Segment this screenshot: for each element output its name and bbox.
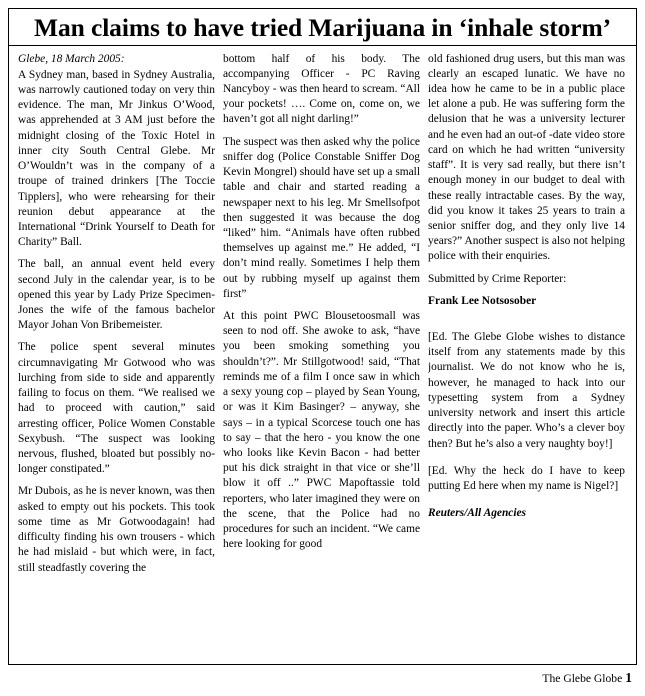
- page-number: 1: [625, 670, 632, 685]
- publication-name: The Glebe Globe: [542, 672, 623, 685]
- paragraph: At this point PWC Blousetoosmall was seen to nod off. She awoke to ask, “have you been smoking something you shouldn’t?”. Mr Stillgotwood! said, “That reminds me of a film I once saw in which a sexy young cop – played by Sean Young, or was it Kim Basinger? – anyway, she says – in a typical Scorcese touch one has to say – that the hero - you know the one who looks like Kevin Bacon - had better put his dick straight in that vice or she’ll blow it off ..” PWC Mapoftassie told reporters, who later imagined they were on the scene, that the Police had no procedures for such an incident. “We came here looking for good: [223, 310, 420, 551]
- page-footer: [8, 670, 637, 687]
- editor-note-one: [Ed. The Glebe Globe wishes to distance itself from any statements made by this journalist. We do not know who he is, however, he managed to hack into our typesetting system from a Sydney university network and insert this article directly into the paper. Who’s a clever boy then? But he’s also a very naughty boy!]: [428, 331, 625, 450]
- submitted-by-line: Submitted by Crime Reporter:: [428, 272, 567, 285]
- paragraph: The suspect was then asked why the police sniffer dog (Police Constable Sniffer Dog Kevin Mongrel) should have set up a small table and chair and started reading a newspaper next to his leg. Mr Smellsofpot then suggested it was because the dog “liked” him. “Animals have often rubbed themselves up against me.” He added, “I don’t mind really. Sometimes I help them out by rubbing myself up against them first”: [223, 135, 420, 300]
- paragraph: A Sydney man, based in Sydney Australia, was narrowly cautioned today on very thin evidence. The man, Mr Jinkus O’Wood, was apprehended at 3 AM just before the midnight closing of the Toxic Hotel in inner city South Central Glebe. Mr O’Wouldn’t was in the company of a troupe of trained drinkers [The Toccie Tipplers], who were rehearsing for their reunion debut appearance at the International “Drink Yourself to Death for Charity” Ball.: [18, 68, 215, 249]
- paragraph: bottom half of his body. The accompanying Officer - PC Raving Nancyboy - was then heard to scream. “All your pockets! …. Come on, come on, we haven’t got all night darling!”: [223, 52, 420, 126]
- editor-note-two: [Ed. Why the heck do I have to keep putting Ed here when my name is Nigel?]: [428, 464, 625, 492]
- column-spacer: [428, 316, 625, 330]
- paragraph: The ball, an annual event held every second July in the calendar year, is to be opened this year by Lady Prize Specimen-Jones the wife of the famous bachelor Mayor Johan Von Bribemeister.: [18, 258, 215, 332]
- paragraph: The police spent several minutes circumnavigating Mr Gotwood who was lurching from side to side and apparently failing to focus on them. “We realised we had to proceed with caution,” said arresting officer, Police Women Constable Sexybush. “The suspect was looking nervous, flushed, bloated but possibly no-longer constipated.”: [18, 341, 215, 476]
- reporter-byline: Frank Lee Notsosober: [428, 294, 537, 307]
- column-two: [223, 52, 420, 656]
- column-one: [18, 52, 215, 656]
- agency-credit: Reuters/All Agencies: [428, 507, 526, 520]
- page-title: Man claims to have tried Marijuana in ‘inhale storm’: [34, 13, 611, 42]
- paragraph: Mr Dubois, as he is never known, was then asked to empty out his pockets. This took some time as Mr Gotwoodagain! had difficulty finding his own trousers - which he had mislaid - but which were, in fact, still steadfastly covering the: [18, 485, 215, 574]
- article-columns: [9, 46, 636, 660]
- article-container: [8, 8, 637, 665]
- column-three: [428, 52, 625, 656]
- headline-section: [9, 9, 636, 46]
- paragraph: old fashioned drug users, but this man was clearly an escaped lunatic. We have no idea how he came to be in a public place let alone a pub. He was suffering form the delusion that he was a university lecturer and he even had an out-of -date video store card on which he had written “university staff”. It is very sad really, but there isn’t enough money in our budget to deal with these really intractable cases. By the way, did you know it takes 25 years to train a senior sniffer dog, and they only live 14 years?” Another suspect is also not helping police with their enquiries.: [428, 52, 625, 263]
- dateline: Glebe, 18 March 2005:: [18, 52, 125, 65]
